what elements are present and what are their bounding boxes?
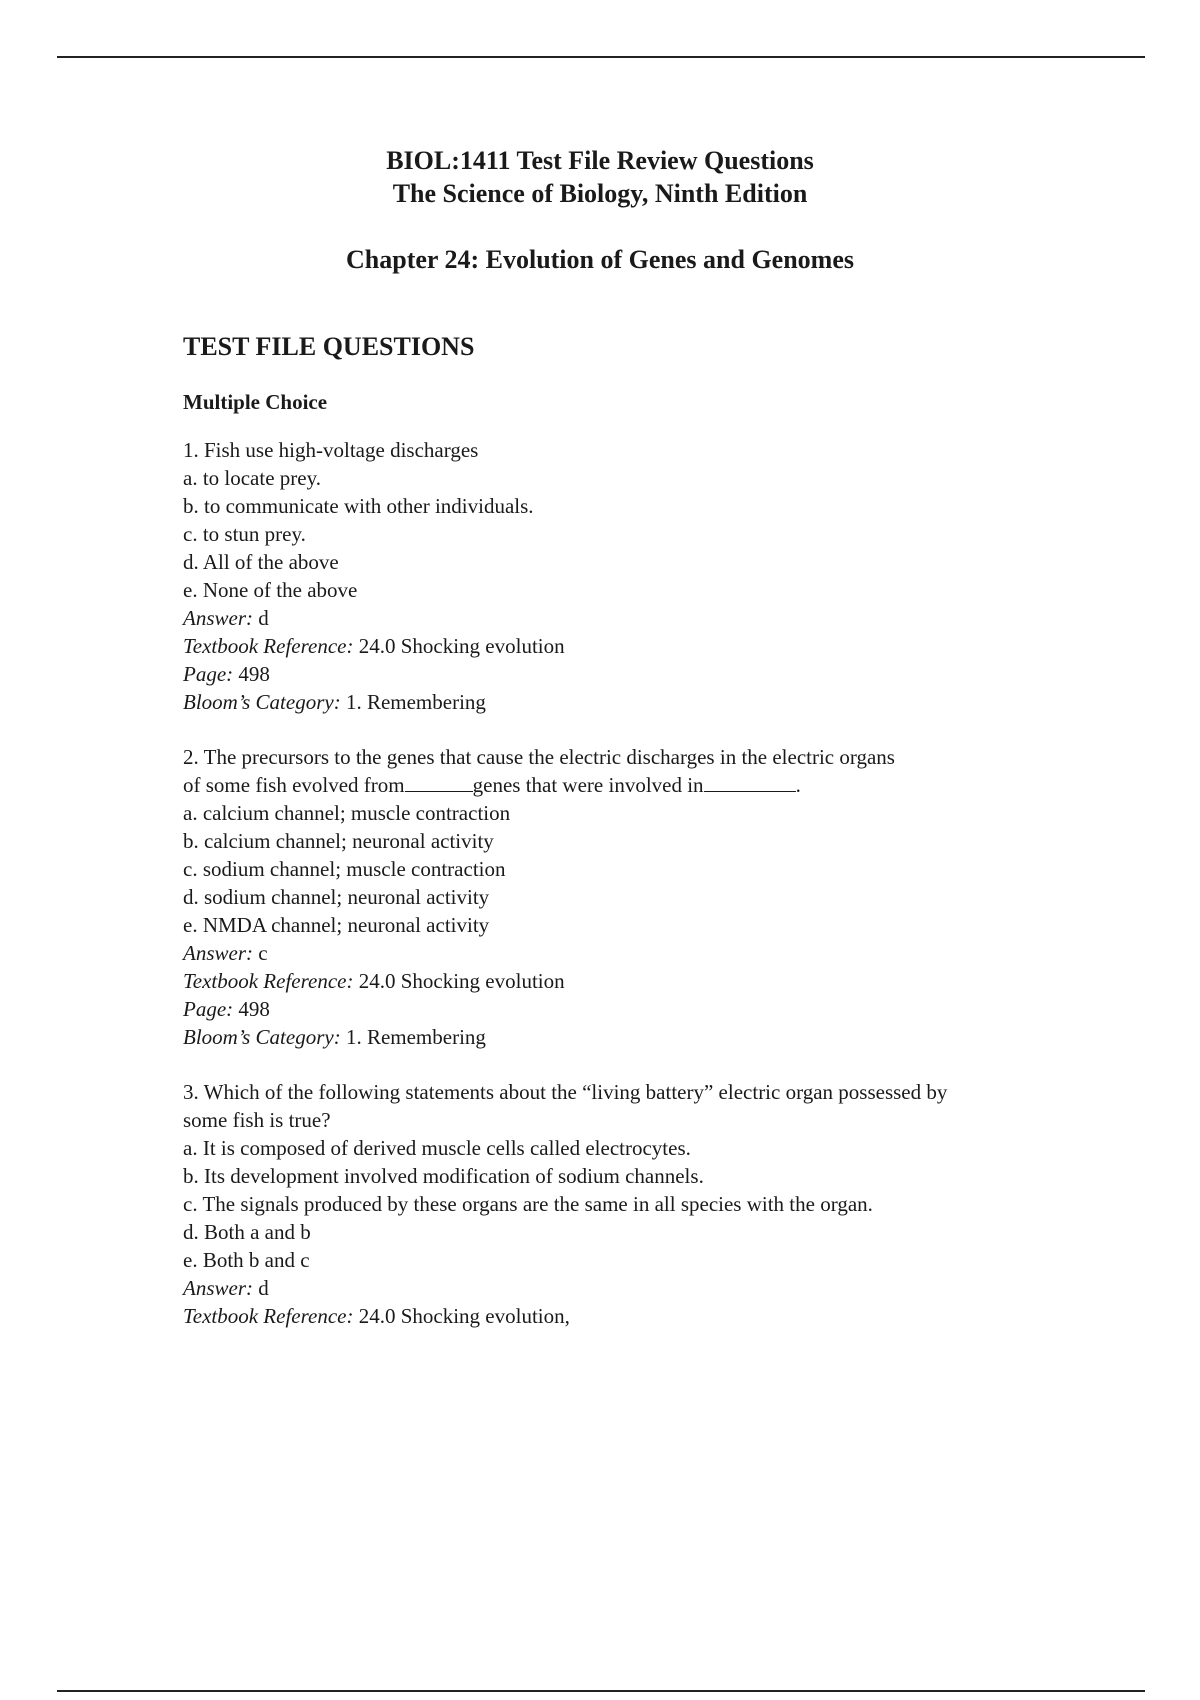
answer-value: d: [258, 1276, 269, 1300]
option-a: a. to locate prey.: [183, 466, 321, 490]
top-rule: [57, 56, 1145, 58]
reference-row: [183, 967, 1083, 995]
answer-row: [183, 604, 1083, 632]
reference-label: Textbook Reference:: [183, 969, 354, 993]
reference-row: [183, 1302, 1083, 1330]
bottom-rule: [57, 1690, 1145, 1692]
option-d: d. All of the above: [183, 550, 339, 574]
bloom-value: 1. Remembering: [345, 690, 486, 714]
answer-label: Answer:: [183, 1276, 253, 1300]
stem-part-b: genes that were involved in: [472, 773, 704, 797]
page-row: [183, 660, 1083, 688]
option-c: c. The signals produced by these organs are the same in all species with the organ.: [183, 1192, 873, 1216]
page-label: Page:: [183, 997, 234, 1021]
chapter-title: Chapter 24: Evolution of Genes and Genomes: [346, 245, 854, 274]
fill-in-blank-2: [704, 771, 796, 792]
book-title: The Science of Biology, Ninth Edition: [392, 179, 808, 208]
subsection-title: Multiple Choice: [183, 390, 328, 414]
option-c: c. to stun prey.: [183, 522, 306, 546]
bloom-value: 1. Remembering: [345, 1025, 486, 1049]
stem-part-a: of some fish evolved from: [183, 773, 405, 797]
bloom-row: [183, 1023, 1083, 1051]
page-label: Page:: [183, 662, 234, 686]
option-e: e. NMDA channel; neuronal activity: [183, 913, 490, 937]
main-content: [183, 330, 1083, 1357]
option-b: b. to communicate with other individuals.: [183, 494, 534, 518]
question-stem: 3. Which of the following statements about the “living battery” electric organ possessed by some fish is true?: [183, 1080, 948, 1132]
answer-row: [183, 939, 1083, 967]
bloom-label: Bloom’s Category:: [183, 1025, 341, 1049]
answer-value: d: [258, 606, 269, 630]
section-title: TEST FILE QUESTIONS: [183, 332, 475, 361]
document-header: [0, 144, 1200, 210]
question-stem-line-1: 2. The precursors to the genes that cause the electric discharges in the electric organs: [183, 745, 895, 769]
question-stem: 1. Fish use high-voltage discharges: [183, 438, 479, 462]
stem-part-c: .: [795, 773, 801, 797]
reference-label: Textbook Reference:: [183, 634, 354, 658]
option-d: d. Both a and b: [183, 1220, 311, 1244]
option-a: a. calcium channel; muscle contraction: [183, 801, 511, 825]
bloom-row: [183, 688, 1083, 716]
question-list: [183, 436, 1083, 1330]
page-value: 498: [238, 997, 270, 1021]
reference-row: [183, 632, 1083, 660]
option-c: c. sodium channel; muscle contraction: [183, 857, 506, 881]
question-2: [183, 743, 1083, 1051]
option-d: d. sodium channel; neuronal activity: [183, 885, 490, 909]
answer-value: c: [258, 941, 268, 965]
option-b: b. calcium channel; neuronal activity: [183, 829, 494, 853]
option-b: b. Its development involved modification of sodium channels.: [183, 1164, 704, 1188]
option-e: e. Both b and c: [183, 1248, 310, 1272]
question-stem-line-2: [183, 771, 1083, 799]
answer-label: Answer:: [183, 606, 253, 630]
fill-in-blank-1: [405, 771, 473, 792]
option-e: e. None of the above: [183, 578, 358, 602]
reference-label: Textbook Reference:: [183, 1304, 354, 1328]
answer-label: Answer:: [183, 941, 253, 965]
page-value: 498: [238, 662, 270, 686]
question-1: [183, 436, 1083, 716]
bloom-label: Bloom’s Category:: [183, 690, 341, 714]
question-3: [183, 1078, 1083, 1330]
reference-value: 24.0 Shocking evolution: [358, 634, 565, 658]
page-row: [183, 995, 1083, 1023]
reference-value: 24.0 Shocking evolution: [358, 969, 565, 993]
course-title: BIOL:1411 Test File Review Questions: [386, 146, 814, 175]
reference-value: 24.0 Shocking evolution,: [358, 1304, 570, 1328]
answer-row: [183, 1274, 1083, 1302]
option-a: a. It is composed of derived muscle cells called electrocytes.: [183, 1136, 691, 1160]
